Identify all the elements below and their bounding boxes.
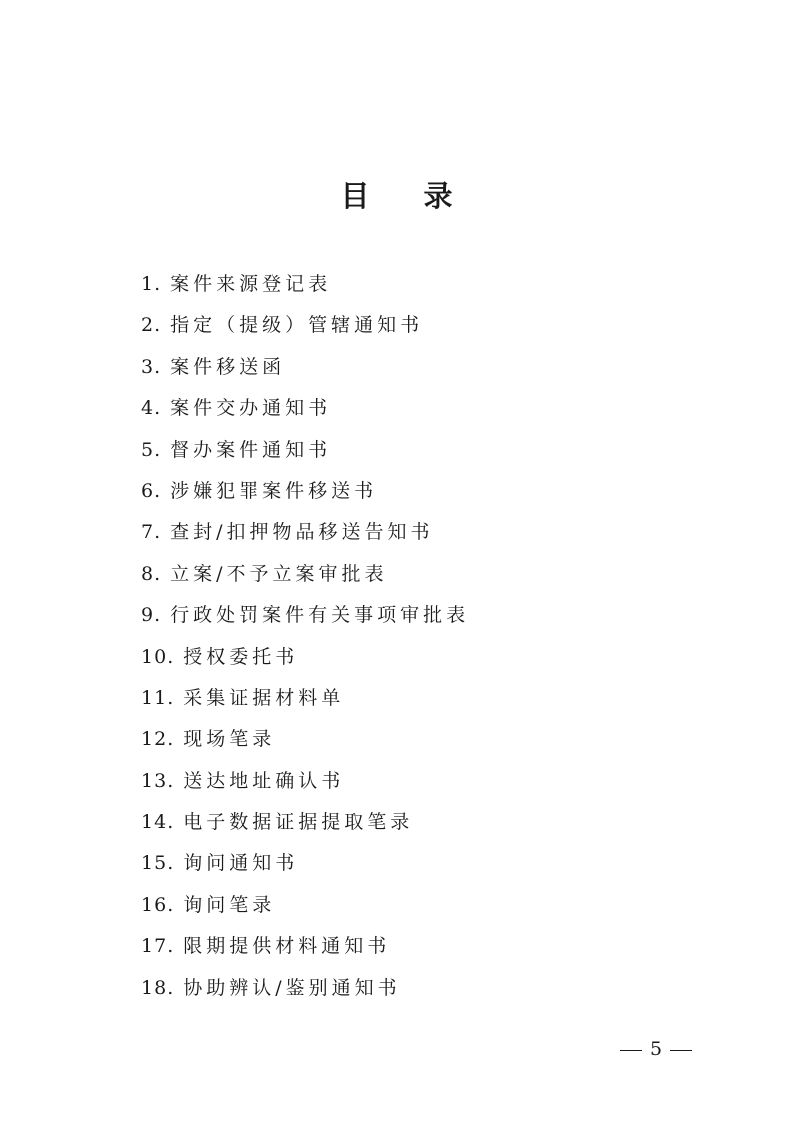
toc-item-title: 督办案件通知书 bbox=[170, 438, 332, 461]
toc-item-number: 16 bbox=[141, 893, 168, 916]
toc-item bbox=[141, 305, 701, 346]
toc-item-title: 授权委托书 bbox=[183, 645, 299, 668]
toc-item-title: 查封/扣押物品移送告知书 bbox=[170, 521, 434, 544]
toc-item-separator: . bbox=[167, 769, 174, 792]
toc-item-title: 询问笔录 bbox=[183, 893, 276, 916]
toc-item-title: 协助辨认/鉴别通知书 bbox=[183, 976, 401, 999]
toc-item-separator: . bbox=[154, 397, 161, 420]
toc-item-title: 现场笔录 bbox=[183, 728, 276, 751]
toc-item-title: 案件交办通知书 bbox=[170, 397, 332, 420]
toc-item-title: 送达地址确认书 bbox=[183, 769, 345, 792]
toc-item-number: 11 bbox=[141, 686, 168, 709]
toc-item bbox=[141, 926, 701, 967]
toc-item-number: 10 bbox=[141, 645, 168, 668]
toc-item-title: 案件来源登记表 bbox=[170, 273, 332, 295]
toc-item-number: 4 bbox=[141, 397, 155, 420]
toc-item-separator: . bbox=[167, 852, 174, 875]
toc-item bbox=[141, 802, 701, 843]
toc-item-separator: . bbox=[154, 355, 161, 378]
toc-item bbox=[141, 761, 701, 802]
toc-item-number: 1 bbox=[141, 273, 155, 295]
toc-item bbox=[141, 388, 701, 429]
toc-item-title: 案件移送函 bbox=[170, 355, 286, 378]
toc-item bbox=[141, 347, 701, 388]
toc-item bbox=[141, 968, 701, 1009]
toc-item-separator: . bbox=[154, 438, 161, 461]
toc-item-number: 15 bbox=[141, 852, 168, 875]
toc-item bbox=[141, 719, 701, 760]
toc-item-separator: . bbox=[167, 811, 174, 834]
toc-item-title: 立案/不予立案审批表 bbox=[170, 562, 388, 585]
toc-item-separator: . bbox=[154, 479, 161, 502]
toc-item-number: 2 bbox=[141, 314, 155, 337]
toc-item-number: 7 bbox=[141, 521, 155, 544]
toc-item bbox=[141, 637, 701, 678]
left-dash bbox=[620, 1050, 642, 1051]
toc-item bbox=[141, 678, 701, 719]
page-number-footer bbox=[612, 1034, 700, 1064]
toc-item-title: 限期提供材料通知书 bbox=[183, 935, 391, 958]
toc-item-separator: . bbox=[154, 521, 161, 544]
toc-item-separator: . bbox=[167, 728, 174, 751]
toc-item-title: 指定（提级）管辖通知书 bbox=[170, 314, 424, 337]
toc-item bbox=[141, 430, 701, 471]
toc-item-number: 13 bbox=[141, 769, 168, 792]
toc-item-number: 18 bbox=[141, 976, 168, 999]
toc-item-title: 行政处罚案件有关事项审批表 bbox=[170, 604, 470, 627]
toc-item bbox=[141, 471, 701, 512]
toc-item-number: 9 bbox=[141, 604, 155, 627]
toc-item bbox=[141, 554, 701, 595]
toc-item-title: 电子数据证据提取笔录 bbox=[183, 811, 414, 834]
toc-item-title: 涉嫌犯罪案件移送书 bbox=[170, 479, 378, 502]
table-of-contents bbox=[141, 264, 701, 1009]
toc-item-separator: . bbox=[154, 604, 161, 627]
toc-item-separator: . bbox=[167, 935, 174, 958]
toc-item-separator: . bbox=[154, 314, 161, 337]
toc-item-number: 8 bbox=[141, 562, 155, 585]
toc-item-number: 12 bbox=[141, 728, 168, 751]
page-number: 5 bbox=[650, 1038, 663, 1060]
toc-item-separator: . bbox=[167, 976, 174, 999]
toc-item-number: 14 bbox=[141, 811, 168, 834]
page-title: 目 录 bbox=[340, 179, 475, 213]
right-dash bbox=[670, 1050, 692, 1051]
toc-item-separator: . bbox=[154, 273, 161, 295]
toc-item-number: 5 bbox=[141, 438, 155, 461]
toc-item bbox=[141, 264, 701, 305]
toc-item-separator: . bbox=[154, 562, 161, 585]
toc-item-title: 采集证据材料单 bbox=[183, 686, 345, 709]
toc-item bbox=[141, 843, 701, 884]
toc-item-title: 询问通知书 bbox=[183, 852, 299, 875]
toc-item bbox=[141, 512, 701, 553]
toc-item bbox=[141, 885, 701, 926]
toc-item-separator: . bbox=[167, 645, 174, 668]
toc-item-number: 6 bbox=[141, 479, 155, 502]
toc-item-separator: . bbox=[167, 686, 174, 709]
toc-item-number: 3 bbox=[141, 355, 155, 378]
toc-item-number: 17 bbox=[141, 935, 168, 958]
toc-item bbox=[141, 595, 701, 636]
toc-item-separator: . bbox=[167, 893, 174, 916]
